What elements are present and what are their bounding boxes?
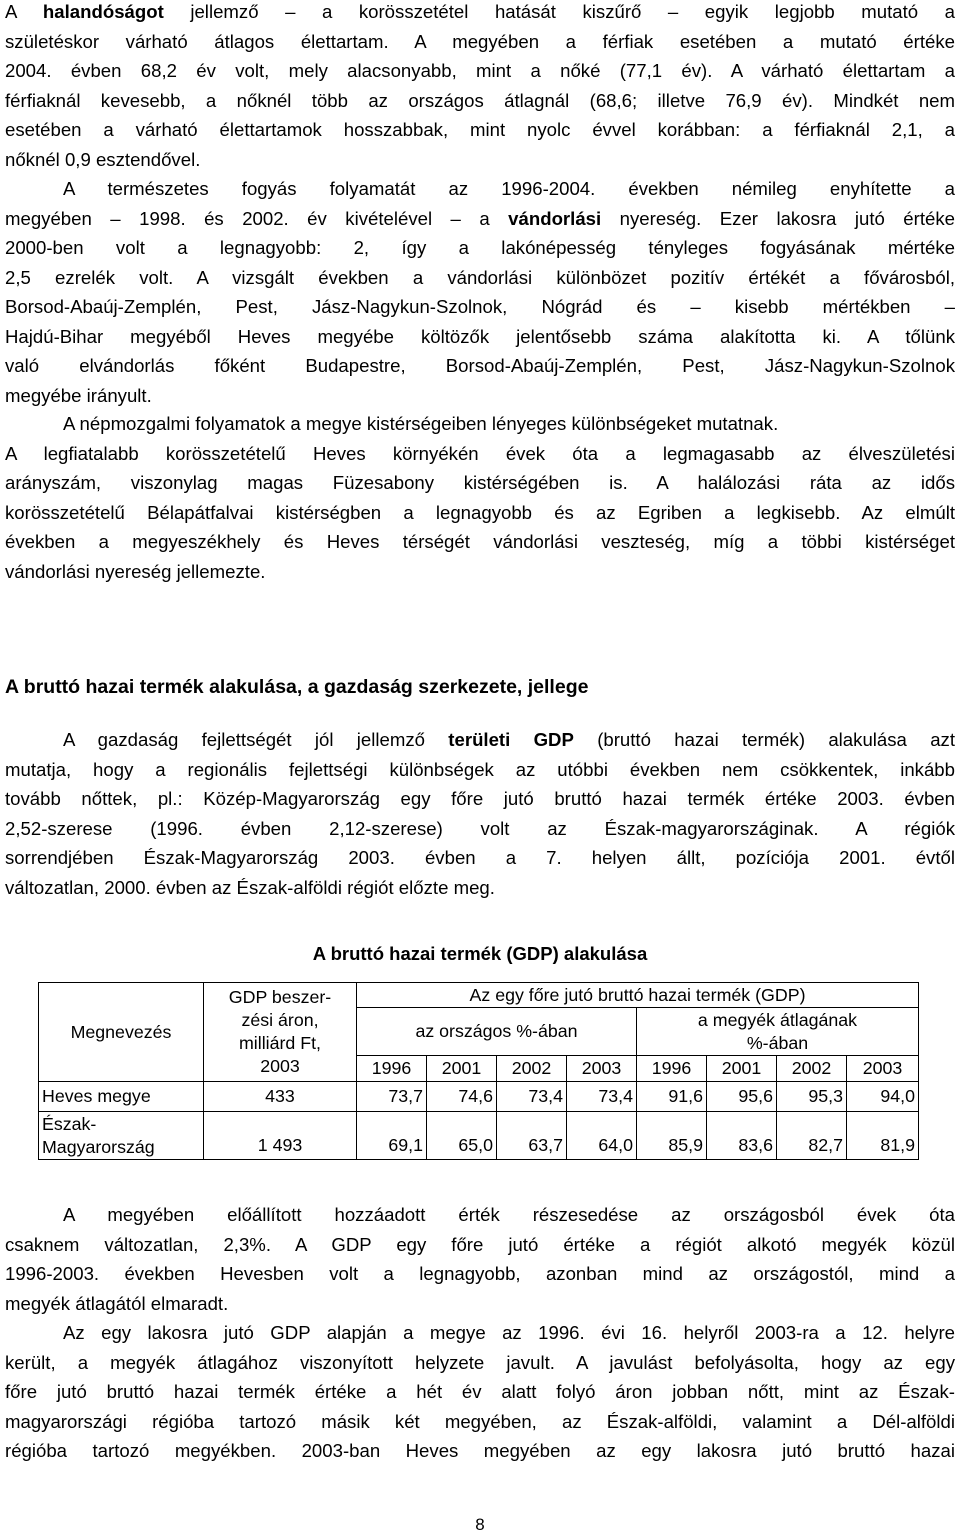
row-value: 65,0 [427, 1112, 497, 1160]
text-line: régióba tartozó megyékben. 2003-ban Heves megyében az egy lakosra jutó bruttó hazai [5, 1440, 955, 1461]
text-line: esetében a várható élettartamok hosszabbak, mint nyolc évvel korábban: a férfiaknál 2,1, a [5, 119, 955, 140]
text-line: születéskor várható átlagos élettartam. A megyében a férfiak esetében a mutató értéke [5, 30, 955, 52]
table-row [39, 1082, 919, 1112]
table-row [39, 1112, 919, 1160]
text-line: A halandóságot jellemző – a korösszetétel hatását kiszűrő – egyik legjobb mutató a [5, 1, 955, 22]
text-line: főre jutó bruttó hazai termék értéke a hét év alatt folyó áron jobban nőtt, mint az Észak- [5, 1381, 955, 1402]
text-line: vándorlási nyereség jellemezte. [5, 560, 266, 582]
text-line: sorrendjében Észak-Magyarország 2003. évben a 7. helyen állt, pozíciója 2001. évtől [5, 847, 955, 868]
row-value: 64,0 [567, 1112, 637, 1160]
row-name: Észak- Magyarország [39, 1112, 204, 1160]
text-line: megyébe irányult. [5, 384, 152, 406]
text-line: arányszám, viszonylag magas Füzesabony kistérségében is. A halálozási ráta az idős [5, 472, 955, 493]
row-value: 63,7 [497, 1112, 567, 1160]
year-cell: 2002 [497, 1056, 567, 1082]
text-line: csaknem változatlan, 2,3%. A GDP egy főre jutó értéke a régiót alkotó megyék közül [5, 1233, 955, 1255]
year-cell: 1996 [637, 1056, 707, 1082]
bold-term: területi GDP [448, 729, 574, 750]
text-line: Borsod-Abaúj-Zemplén, Pest, Jász-Nagykun-Szolnok, Nógrád és – kisebb mértékben – [5, 296, 955, 317]
text-line: férfiaknál kevesebb, a nőknél több az országos átlagnál (68,6; illetve 76,9 év). Mindkét nem [5, 89, 955, 111]
text-line: magyarországi régióba tartozó másik két megyében, az Észak-alföldi, valamint a Dél-alföldi [5, 1410, 955, 1432]
paragraph-migration [5, 174, 955, 410]
text-line: került, a megyék átlagához viszonyított helyzete javult. A javulást befolyásolta, hogy az egy [5, 1351, 955, 1373]
row-value: 95,6 [707, 1082, 777, 1112]
paragraph-mortality [5, 0, 955, 174]
text-line: 2,52-szerese (1996. évben 2,12-szerese) volt az Észak-magyarországinak. A régiók [5, 817, 955, 839]
text-line: A gazdaság fejlettségét jól jellemző területi GDP (bruttó hazai termék) alakulása azt [63, 729, 956, 750]
text-line: nőknél 0,9 esztendővel. [5, 148, 201, 170]
header-county-avg: a megyék átlagának %-ában [637, 1008, 919, 1056]
row-value: 73,4 [497, 1082, 567, 1112]
text-line: években a megyeszékhely és Heves térségét vándorlási veszteség, míg a többi kistérséget [5, 531, 955, 552]
row-name: Heves megye [39, 1082, 204, 1112]
row-value: 91,6 [637, 1082, 707, 1112]
paragraph-ranking [5, 1318, 955, 1466]
row-value: 73,4 [567, 1082, 637, 1112]
row-value: 73,7 [357, 1082, 427, 1112]
text-line: A természetes fogyás folyamatát az 1996-2004. években némileg enyhítette a [63, 178, 955, 199]
text-line: 2,5 ezrelék volt. A vizsgált években a vándorlási különbözet pozitív értékét a fővárosból, [5, 266, 955, 288]
row-gdp: 1 493 [204, 1112, 357, 1160]
year-cell: 1996 [357, 1056, 427, 1082]
text-line: A legfiatalabb korösszetételű Heves környékén évek óta a legmagasabb az élveszületési [5, 442, 955, 464]
text-line: tovább nőttek, pl.: Közép-Magyarország egy főre jutó bruttó hazai termék értéke 2003. évben [5, 788, 955, 809]
year-cell: 2001 [427, 1056, 497, 1082]
bold-term: halandóságot [42, 1, 164, 22]
row-value: 81,9 [847, 1112, 919, 1160]
row-value: 94,0 [847, 1082, 919, 1112]
section-heading: A bruttó hazai termék alakulása, a gazdaság szerkezete, jellege [5, 676, 589, 698]
text-line: A népmozgalmi folyamatok a megye kistérségeiben lényeges különbségeket mutatnak. [63, 413, 779, 434]
year-cell: 2003 [847, 1056, 919, 1082]
text-line: A megyében előállított hozzáadott érték részesedése az országosból évek óta [63, 1204, 955, 1225]
text-line: Az egy lakosra jutó GDP alapján a megye az 1996. évi 16. helyről 2003-ra a 12. helyre [63, 1322, 955, 1343]
text-line: való elvándorlás főként Budapestre, Borsod-Abaúj-Zemplén, Pest, Jász-Nagykun-Szolnok [5, 355, 955, 376]
table-header-row [39, 983, 919, 1008]
row-value: 69,1 [357, 1112, 427, 1160]
gdp-table [38, 982, 919, 1160]
text-line: 2000-ben volt a legnagyobb: 2, így a lakónépesség tényleges fogyásának mértéke [5, 237, 955, 258]
page-number: 8 [475, 1515, 485, 1534]
table-title: A bruttó hazai termék (GDP) alakulása [312, 943, 648, 964]
row-value: 83,6 [707, 1112, 777, 1160]
text-line: 1996-2003. években Hevesben volt a legnagyobb, azonban mind az országostól, mind a [5, 1263, 955, 1284]
text-line: megyék átlagától elmaradt. [5, 1292, 229, 1314]
text-line: megyében – 1998. és 2002. év kivételével – a vándorlási nyereség. Ezer lakosra jutó értéke [5, 207, 955, 229]
paragraph-subregions [5, 409, 955, 586]
text-line: Hajdú-Bihar megyéből Heves megyébe költözők jelentősebb száma alakította ki. A tőlünk [5, 325, 955, 347]
paragraph-gdp-intro [5, 725, 955, 902]
header-name: Megnevezés [39, 983, 204, 1082]
row-value: 74,6 [427, 1082, 497, 1112]
text-line: korösszetételű Bélapátfalvai kistérségben a legnagyobb és az Egriben a legkisebb. Az elmúlt [5, 501, 955, 523]
header-percapita: Az egy főre jutó bruttó hazai termék (GDP) [357, 983, 919, 1008]
row-value: 85,9 [637, 1112, 707, 1160]
row-value: 95,3 [777, 1082, 847, 1112]
text-line: mutatja, hogy a regionális fejlettségi különbségek az utóbbi években nem csökkentek, inkább [5, 758, 955, 780]
header-national: az országos %-ában [357, 1008, 637, 1056]
row-gdp: 433 [204, 1082, 357, 1112]
text-line: 2004. évben 68,2 év volt, mely alacsonyabb, mint a nőké (77,1 év). A várható élettartam a [5, 60, 955, 81]
bold-term: vándorlási [508, 207, 602, 229]
header-gdp: GDP beszer- zési áron, milliárd Ft, 2003 [204, 983, 357, 1082]
row-value: 82,7 [777, 1112, 847, 1160]
year-cell: 2001 [707, 1056, 777, 1082]
text-line: változatlan, 2000. évben az Észak-alföldi régiót előzte meg. [5, 876, 495, 898]
year-cell: 2002 [777, 1056, 847, 1082]
year-cell: 2003 [567, 1056, 637, 1082]
paragraph-added-value [5, 1200, 955, 1318]
